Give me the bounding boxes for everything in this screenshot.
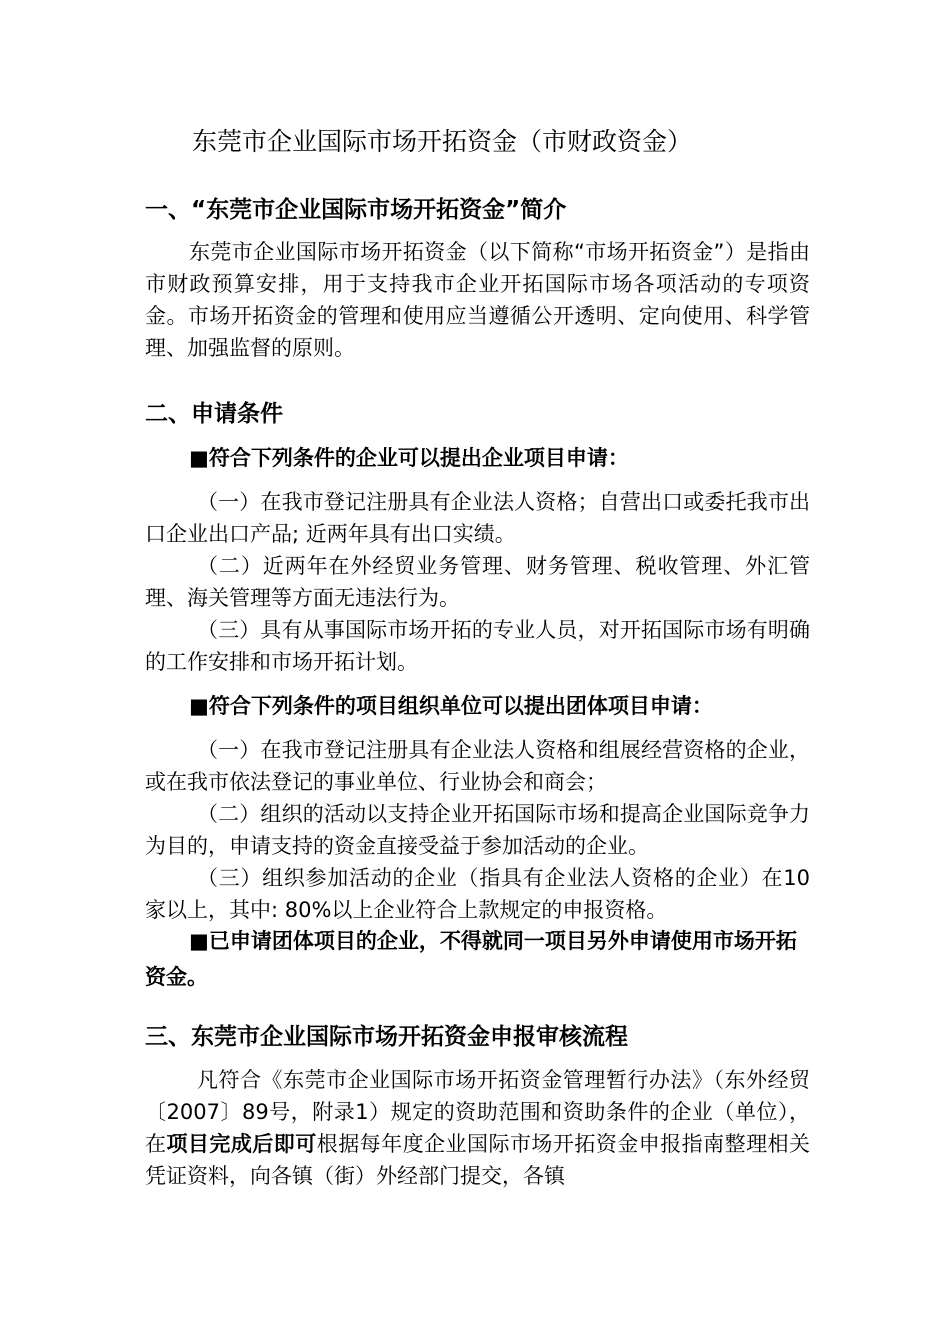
section-3-body-emphasis: 项目完成后即可 bbox=[166, 1132, 317, 1156]
group-condition-1: （一）在我市登记注册具有企业法人资格和组展经营资格的企业，或在我市依法登记的事业单位、行业协会和商会； bbox=[145, 738, 810, 794]
document-title: 东莞市企业国际市场开拓资金（市财政资金） bbox=[192, 127, 693, 156]
section-1-heading: 一、“东莞市企业国际市场开拓资金”简介 bbox=[145, 197, 567, 223]
enterprise-condition-3: （三）具有从事国际市场开拓的专业人员，对开拓国际市场有明确的工作安排和市场开拓计划。 bbox=[145, 618, 810, 674]
group-restriction-note: ■已申请团体项目的企业，不得就同一项目另外申请使用市场开拓资金。 bbox=[145, 929, 797, 989]
section-3-body bbox=[145, 1064, 810, 1192]
section-3-body-text-1: 凡符合《东莞市企业国际市场开拓资金管理暂行办法》（东外经贸〔2007〕89号，附录1）规定的资助范围和资助条件的企业（单位），在 bbox=[145, 1068, 810, 1156]
group-conditions-bullet: ■符合下列条件的项目组织单位可以提出团体项目申请： bbox=[189, 694, 713, 718]
section-1-body: 东莞市企业国际市场开拓资金（以下简称“市场开拓资金”）是指由市财政预算安排，用于支持我市企业开拓国际市场各项活动的专项资金。市场开拓资金的管理和使用应当遵循公开透明、定向使用、科学管理、加强监督的原则。 bbox=[145, 240, 810, 360]
enterprise-conditions-bullet: ■符合下列条件的企业可以提出企业项目申请： bbox=[189, 446, 629, 470]
group-condition-2: （二）组织的活动以支持企业开拓国际市场和提高企业国际竞争力为目的，申请支持的资金直接受益于参加活动的企业。 bbox=[145, 802, 810, 858]
section-3-heading: 三、东莞市企业国际市场开拓资金申报审核流程 bbox=[145, 1024, 628, 1050]
section-2-heading: 二、申请条件 bbox=[145, 401, 283, 427]
group-condition-3: （三）组织参加活动的企业（指具有企业法人资格的企业）在10家以上，其中: 80%以上企业符合上款规定的申报资格。 bbox=[145, 866, 810, 922]
enterprise-condition-1: （一）在我市登记注册具有企业法人资格；自营出口或委托我市出口企业出口产品; 近两年具有出口实绩。 bbox=[145, 490, 810, 546]
enterprise-condition-2: （二）近两年在外经贸业务管理、财务管理、税收管理、外汇管理、海关管理等方面无违法行为。 bbox=[145, 554, 810, 610]
section-3-body-text-2: 根据每年度企业国际市场开拓资金申报指南整理相关凭证资料，向各镇（街）外经部门提交，各镇 bbox=[145, 1132, 811, 1188]
